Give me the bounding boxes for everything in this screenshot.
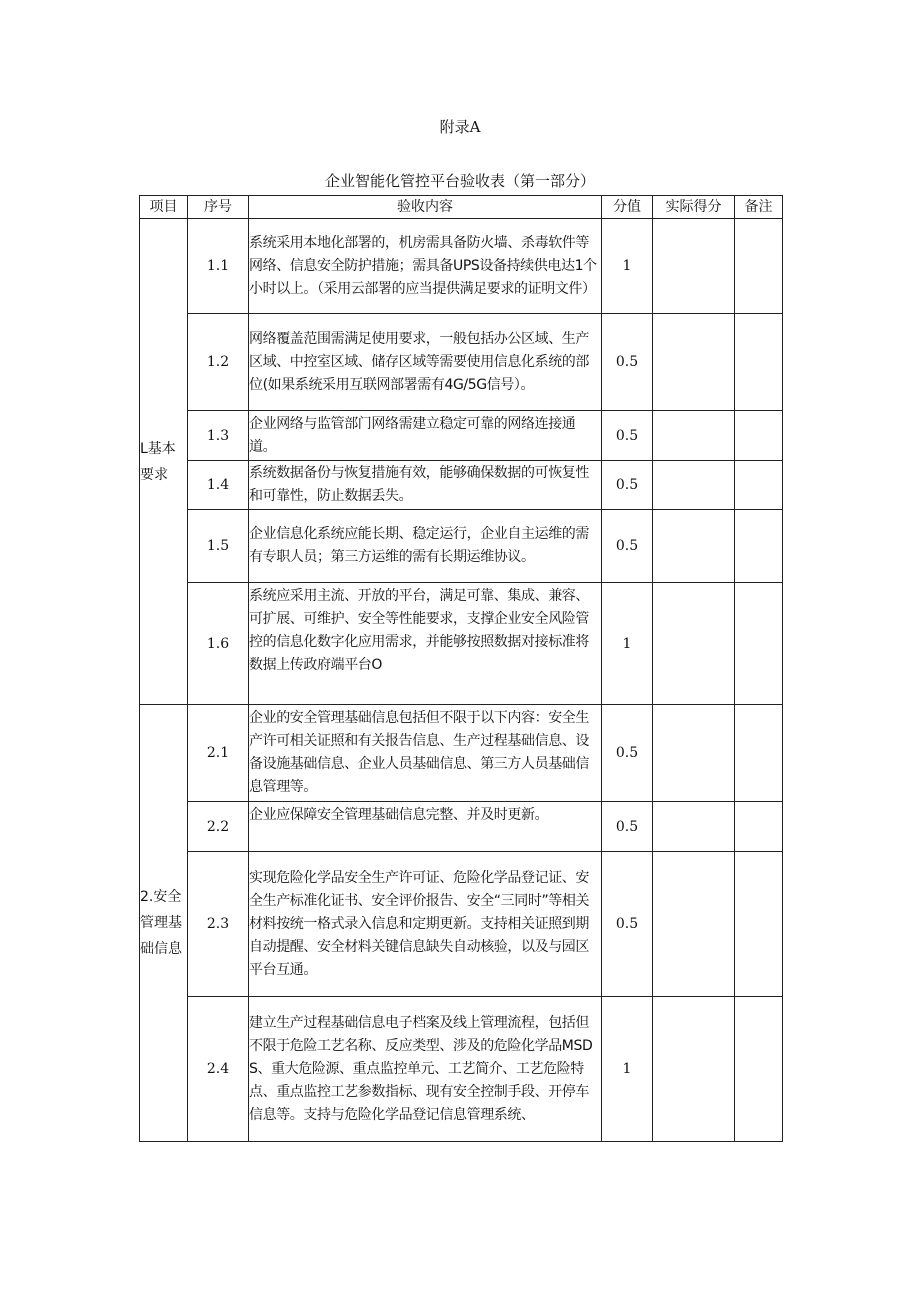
row-remark — [735, 219, 783, 314]
table-row — [140, 219, 783, 314]
table-row — [140, 852, 783, 997]
row-seq: 1.2 — [188, 314, 249, 411]
table-row — [140, 411, 783, 461]
table-row — [140, 802, 783, 852]
row-remark — [735, 411, 783, 461]
row-actual-score — [653, 802, 735, 852]
row-remark — [735, 802, 783, 852]
row-actual-score — [653, 461, 735, 510]
row-score: 0.5 — [602, 314, 653, 411]
row-remark — [735, 852, 783, 997]
row-score: 1 — [602, 219, 653, 314]
row-actual-score — [653, 583, 735, 705]
row-seq: 1.6 — [188, 583, 249, 705]
row-content: 系统采用本地化部署的，机房需具备防火墙、杀毒软件等网络、信息安全防护措施；需具备UPS设备持续供电达1个小时以上。（采用云部署的应当提供满足要求的证明文件） — [249, 219, 602, 314]
header-content: 验收内容 — [249, 196, 602, 219]
row-score: 0.5 — [602, 852, 653, 997]
row-score: 0.5 — [602, 461, 653, 510]
row-remark — [735, 583, 783, 705]
row-content: 系统数据备份与恢复措施有效，能够确保数据的可恢复性和可靠性，防止数据丢失。 — [249, 461, 602, 510]
row-remark — [735, 314, 783, 411]
header-item: 项目 — [140, 196, 188, 219]
row-actual-score — [653, 852, 735, 997]
row-score: 0.5 — [602, 411, 653, 461]
row-seq: 1.1 — [188, 219, 249, 314]
row-content: 企业应保障安全管理基础信息完整、并及时更新。 — [249, 802, 602, 852]
appendix-title: 附录A — [439, 118, 481, 136]
row-seq: 2.3 — [188, 852, 249, 997]
group-name: L基本要求 — [140, 219, 188, 705]
row-content: 网络覆盖范围需满足使用要求，一般包括办公区域、生产区域、中控室区域、储存区域等需要使用信息化系统的部位(如果系统采用互联网部署需有4G/5G信号）。 — [249, 314, 602, 411]
row-seq: 1.3 — [188, 411, 249, 461]
row-remark — [735, 705, 783, 802]
row-actual-score — [653, 705, 735, 802]
row-score: 0.5 — [602, 705, 653, 802]
table-row — [140, 997, 783, 1142]
row-remark — [735, 997, 783, 1142]
row-seq: 2.1 — [188, 705, 249, 802]
row-content: 企业信息化系统应能长期、稳定运行，企业自主运维的需有专职人员；第三方运维的需有长期运维协议。 — [249, 510, 602, 583]
header-remark: 备注 — [735, 196, 783, 219]
row-content: 企业的安全管理基础信息包括但不限于以下内容：安全生产许可相关证照和有关报告信息、生产过程基础信息、设备设施基础信息、企业人员基础信息、第三方人员基础信息管理等。 — [249, 705, 602, 802]
table-header-row — [140, 196, 783, 219]
row-actual-score — [653, 510, 735, 583]
row-score: 1 — [602, 997, 653, 1142]
header-score: 分值 — [602, 196, 653, 219]
row-actual-score — [653, 219, 735, 314]
table-row — [140, 510, 783, 583]
header-actual-score: 实际得分 — [653, 196, 735, 219]
row-content: 系统应采用主流、开放的平台，满足可靠、集成、兼容、可扩展、可维护、安全等性能要求，支撑企业安全风险管控的信息化数字化应用需求，并能够按照数据对接标准将数据上传政府端平台O — [249, 583, 602, 705]
row-content: 建立生产过程基础信息电子档案及线上管理流程，包括但不限于危险工艺名称、反应类型、涉及的危险化学品MSDS、重大危险源、重点监控单元、工艺简介、工艺危险特点、重点监控工艺参数指标、现有安全控制手段、开停车信息等。支持与危险化学品登记信息管理系统、 — [249, 997, 602, 1142]
row-actual-score — [653, 411, 735, 461]
row-actual-score — [653, 314, 735, 411]
row-seq: 1.5 — [188, 510, 249, 583]
row-content: 实现危险化学品安全生产许可证、危险化学品登记证、安全生产标准化证书、安全评价报告、安全“三同时”等相关材料按统一格式录入信息和定期更新。支持相关证照到期自动提醒、安全材料关键信息缺失自动核验，以及与园区平台互通。 — [249, 852, 602, 997]
table-row — [140, 461, 783, 510]
row-content: 企业网络与监管部门网络需建立稳定可靠的网络连接通道。 — [249, 411, 602, 461]
acceptance-table — [139, 195, 783, 1142]
header-seq: 序号 — [188, 196, 249, 219]
table-row — [140, 583, 783, 705]
row-score: 0.5 — [602, 510, 653, 583]
row-seq: 1.4 — [188, 461, 249, 510]
row-seq: 2.4 — [188, 997, 249, 1142]
row-seq: 2.2 — [188, 802, 249, 852]
row-actual-score — [653, 997, 735, 1142]
table-title: 企业智能化管控平台验收表（第一部分） — [324, 172, 595, 190]
table-row — [140, 705, 783, 802]
row-score: 1 — [602, 583, 653, 705]
group-name: 2.安全管理基础信息 — [140, 705, 188, 1142]
row-remark — [735, 510, 783, 583]
row-remark — [735, 461, 783, 510]
row-score: 0.5 — [602, 802, 653, 852]
table-row — [140, 314, 783, 411]
